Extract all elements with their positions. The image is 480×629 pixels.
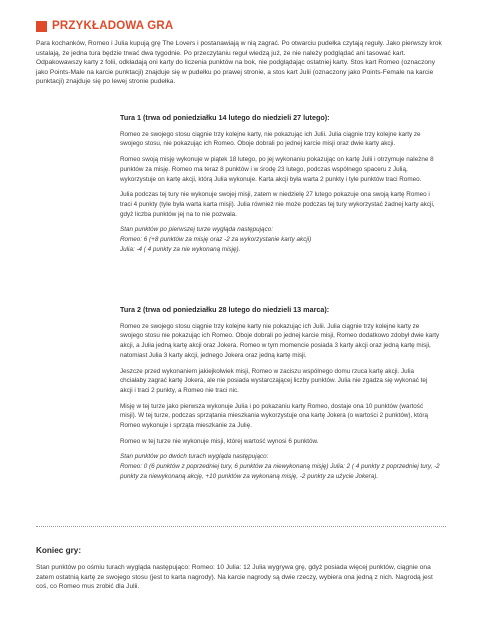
turn-1-block <box>120 113 440 254</box>
turn-1-paragraph: Julia podczas tej tury nie wykonuje swojej misji, zatem w niedzielę 27 lutego pokazuje ona swoją kartę Romeo i traci 4 punkty (tyle była warta karta misji). Julia również nie może podczas tej tury wykorzystać żadnej karty akcji, gdyż liczba punktów jej na to nie pozwala. <box>120 191 435 218</box>
summary-line: Romeo: 6 (+8 punktów za misję oraz -2 za wykorzystanie karty akcji) <box>120 236 312 244</box>
turn-2-paragraph: Romeo ze swojego stosu ciągnie trzy kolejne karty nie pokazując ich Julii. Julia ciągnie trzy kolejne karty ze swojego stosu nie pokazując ich Romeo. Oboje dobrali po jednej karcie misji, Romeo dodatkowo zdobył dwie karty akcji, a Julia jedną kartę akcji oraz Jokera. Romeo w tym momencie posiada 3 karty akcji oraz jedną kartę misji, natomiast Julia 3 karty akcji, jednego Jokera oraz jedną kartę misji. <box>120 322 440 359</box>
dotted-divider <box>36 526 446 527</box>
turn-2-paragraph: Misję w tej turze jako pierwsza wykonuje Julia i po pokazaniu karty Romeo, dostaje ona 10 punktów (wartość misji). W tej turze, podczas sprzątania mieszkania wykorzystuje ona kartę Jokera (o wartości 2 punktów), którą Romeo wykonuje i sprząta mieszkanie za Julię. <box>120 402 428 430</box>
summary-line: Stan punktów po dwóch turach wygląda następująco: <box>120 453 269 461</box>
summary-line: Stan punktów po pierwszej turze wygląda następująco: <box>120 226 273 234</box>
turn-2-summary <box>120 452 440 481</box>
ending-title: Koniec gry: <box>36 546 82 555</box>
section-title: PRZYKŁADOWA GRA <box>52 20 174 32</box>
turn-2-block <box>120 305 440 482</box>
ending-paragraph: Stan punktów po ośmiu turach wygląda następująco: Romeo: 10 Julia: 12 Julia wygrywa grę, gdyż posiada więcej punktów, ciągnie ona zatem ostatnią kartę ze swojego stosu (jest to karta nagrody). Na karcie nagrody są dwie rzeczy, wybiera ona jedną z nich. Nagrodą jest coś, co Romeo mus zrobić dla Julii. <box>36 564 433 591</box>
turn-1-paragraph: Romeo swoją misję wykonuje w piątek 18 lutego, po jej wykonaniu pokazując on kartę Julii i otrzymuje należne 8 punktów za misję. Romeo ma teraz 8 punktów i w środę 23 lutego, podczas wspólnego spaceru z Julią, wykorzystuje on kartę akcji, którą Julia wykonuje. Karta akcji była warta 2 punkty i tyle punktów traci Romeo. <box>120 156 434 183</box>
section-heading <box>36 20 173 32</box>
summary-line: Romeo: 0 (6 punktów z poprzedniej tury, 6 punktów za niewykonaną misję) Julia: 2 ( 4 punkty z poprzedniej tury, -2 punkty za niewykonaną akcję, +10 punktów za wykonaną misję, -2 punkty za użycie Jokera). <box>120 463 440 480</box>
turn-1-summary <box>120 225 440 254</box>
turn-1-title: Tura 1 (trwa od poniedziałku 14 lutego do niedzieli 27 lutego): <box>120 113 330 122</box>
summary-line: Julia: -4 ( 4 punkty za nie wykonaną misję). <box>120 245 241 253</box>
turn-1-paragraph: Romeo ze swojego stosu ciągnie trzy kolejne karty, nie pokazując ich Julii. Julia ciągnie trzy kolejne karty ze swojego stosu, nie pokazując ich Romeo. Oboje dobrali po jednej karcie misji oraz dwie karty akcji. <box>120 130 421 148</box>
turn-2-paragraph: Jeszcze przed wykonaniem jakiejkolwiek misji, Romeo w zaciszu wspólnego domu rzuca kartę akcji. Julia chciałaby zagrać kartę Jokera, ale nie posiada wystarczającej liczby punktów. Julia nie zgadza się wykonać tej akcji i traci 2 punkty, a Romeo nie traci nic. <box>120 367 428 394</box>
intro-paragraph: Para kochanków, Romeo i Julia kupują grę The Lovers i postanawiają w nią zagrać. Po otwarciu pudełka czytają reguły. Jako pierwszy krok ustalają, że jedna tura będzie trwać dwa tygodnie. Po przeczytaniu reguł wiedzą już, że nie należy podglądać ani tasować kart. Odpakowawszy karty z folii, odkładają oni karty do liczenia punktów na bok, nie podglądając ostatniej karty. Stos kart Romeo (oznaczony jako Points-Male na karcie punktacji) znajduje się w pudełku po prawej stronie, a stos kart Julii (oznaczony jako Points-Female na karcie punktacji) znajduje się po lewej stronie pudełka. <box>36 40 442 86</box>
turn-2-title: Tura 2 (trwa od poniedziałku 28 lutego do niedzieli 13 marca): <box>120 305 330 314</box>
red-square-icon <box>36 21 47 32</box>
turn-2-paragraph: Romeo w tej turze nie wykonuje misji, której wartość wynosi 6 punktów. <box>120 437 319 445</box>
